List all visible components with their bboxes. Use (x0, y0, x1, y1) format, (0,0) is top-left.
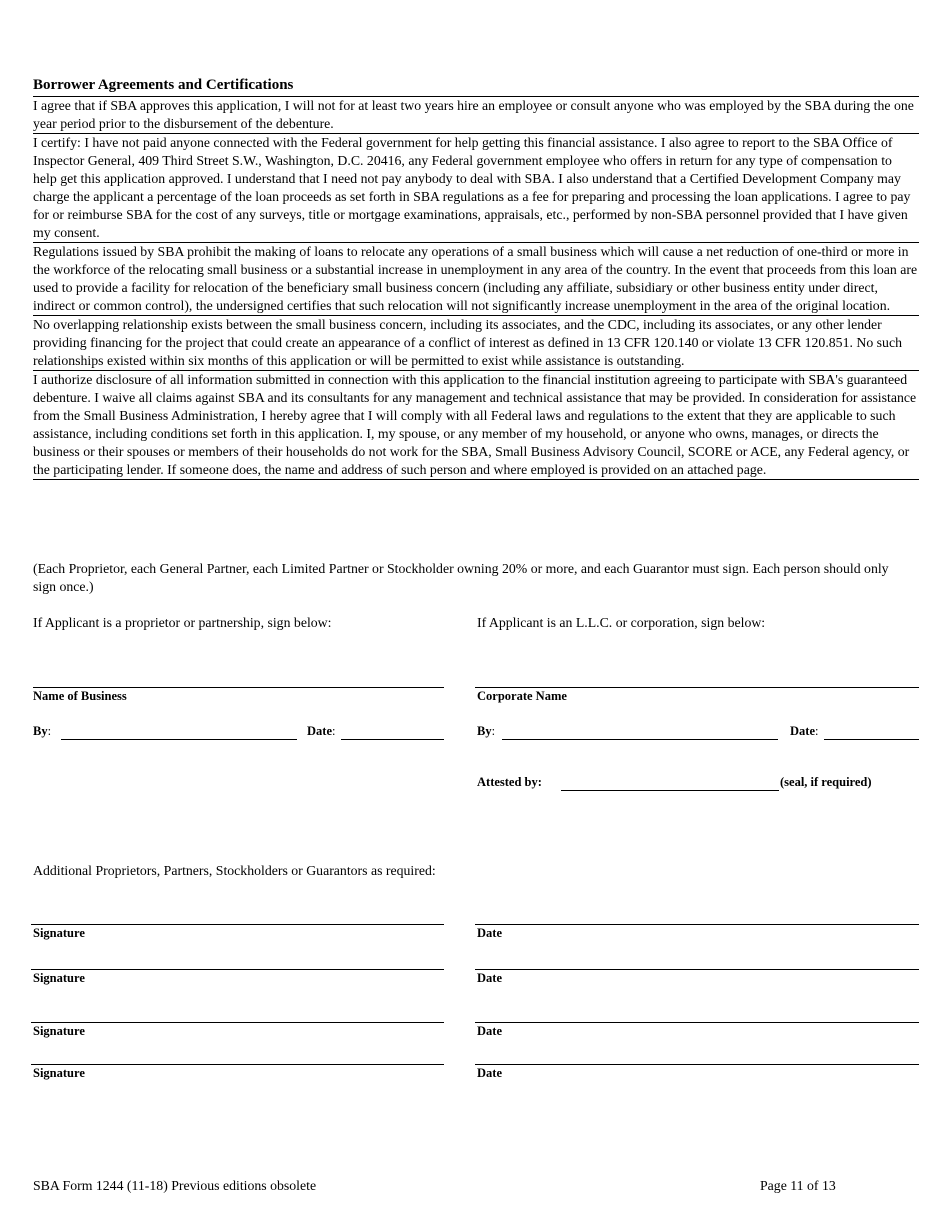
paragraph-relocation: Regulations issued by SBA prohibit the making of loans to relocate any operations of a small business which will cause a net reduction of one-third or more in the workforce of the relocating small business or a substantial increase in unemployment in any area of the country. In the event that proceeds from this loan are used to provide a facility for relocation of the beneficiary small business concern (including any affiliate, subsidiary or other business entity under direct, indirect or common control), the undersigned certifies that such relocation will not significantly increase unemployment in the area of the original location. (33, 244, 918, 313)
left-date-label: Date: (307, 724, 336, 738)
business-name-label: Name of Business (33, 689, 127, 703)
right-sign-instruction: If Applicant is an L.L.C. or corporation, sign below: (477, 615, 766, 630)
signature-line[interactable] (31, 969, 444, 970)
date-label: Date (477, 1066, 502, 1080)
date-line[interactable] (475, 1022, 919, 1023)
left-date-line[interactable] (341, 739, 444, 740)
certification-paragraphs (33, 96, 919, 480)
signature-label: Signature (33, 1024, 85, 1038)
left-by-label: By: (33, 724, 52, 738)
paragraph-disclosure: I authorize disclosure of all information submitted in connection with this application to the financial institution agreeing to participate with SBA's guaranteed debenture. I waive all claims against SBA and its consultants for any management and technical assistance that may be provided. In consideration for assistance from the Small Business Administration, I hereby agree that I will comply with all Federal laws and regulations to the extent that they are applicable to such assistance, including conditions set forth in this application. I, my spouse, or any member of my household, or anyone who owns, manages, or directs the business or their spouses or members of their households do not work for the SBA, Small Business Advisory Council, SCORE or ACE, any Federal agency, or the participating lender. If someone does, the name and address of such person and where employed is provided on an attached page. (33, 370, 919, 480)
paragraph-certify-payment: I certify: I have not paid anyone connected with the Federal government for help getting this financial assistance. I also agree to report to the SBA Office of Inspector General, 409 Third Street S.W., Washington, D.C. 20416, any Federal government employee who offers in return for any type of compensation to help get this application approved. I understand that I need not pay anybody to deal with SBA. I also understand that a Certified Development Company may charge the applicant a percentage of the loan proceeds as set forth in SBA regulations as a fee for preparing and processing the loan applications. I agree to pay for or reimburse SBA for the cost of any surveys, title or mortgage examinations, appraisals, etc., performed by non-SBA personnel provided that I have given my consent. (33, 133, 919, 242)
business-name-line[interactable] (33, 687, 444, 688)
date-label: Date (477, 926, 502, 940)
paragraph-conflict-of-interest: No overlapping relationship exists between the small business concern, including its associates, and the CDC, including its associates, or any other lender providing financing for the project that could create an appearance of a conflict of interest as defined in 13 CFR 120.140 or violate 13 CFR 120.851. No such relationships existed within six months of this application or will be permitted to exist while assistance is outstanding. (33, 315, 919, 370)
right-date-label: Date: (790, 724, 819, 738)
corporate-name-line[interactable] (475, 687, 919, 688)
right-by-label: By: (477, 724, 496, 738)
date-line[interactable] (475, 1064, 919, 1065)
signature-line[interactable] (31, 1064, 444, 1065)
attested-by-label: Attested by: (477, 775, 542, 789)
signature-label: Signature (33, 926, 85, 940)
footer-form-id: SBA Form 1244 (11-18) Previous editions obsolete (33, 1178, 317, 1193)
signature-line[interactable] (31, 1022, 444, 1023)
signature-line[interactable] (31, 924, 444, 925)
seal-label: (seal, if required) (780, 775, 872, 789)
date-label: Date (477, 1024, 502, 1038)
date-line[interactable] (475, 969, 919, 970)
signature-label: Signature (33, 1066, 85, 1080)
signature-label: Signature (33, 971, 85, 985)
additional-signers-text: Additional Proprietors, Partners, Stockholders or Guarantors as required: (33, 863, 436, 878)
right-date-line[interactable] (824, 739, 919, 740)
paragraph-hiring: I agree that if SBA approves this application, I will not for at least two years hire an employee or consult anyone who was employed by the SBA during the one year period prior to the disbursement of the debenture. (33, 96, 919, 133)
date-line[interactable] (475, 924, 919, 925)
left-sign-instruction: If Applicant is a proprietor or partnership, sign below: (33, 615, 332, 630)
footer-page-number: Page 11 of 13 (760, 1178, 836, 1193)
left-by-line[interactable] (61, 739, 297, 740)
section-title: Borrower Agreements and Certifications (33, 77, 294, 93)
date-label: Date (477, 971, 502, 985)
signing-note: (Each Proprietor, each General Partner, each Limited Partner or Stockholder owning 20% or more, and each Guarantor must sign. Each person should only sign once.) (33, 561, 889, 594)
attested-by-line[interactable] (561, 790, 779, 791)
right-by-line[interactable] (502, 739, 778, 740)
corporate-name-label: Corporate Name (477, 689, 567, 703)
